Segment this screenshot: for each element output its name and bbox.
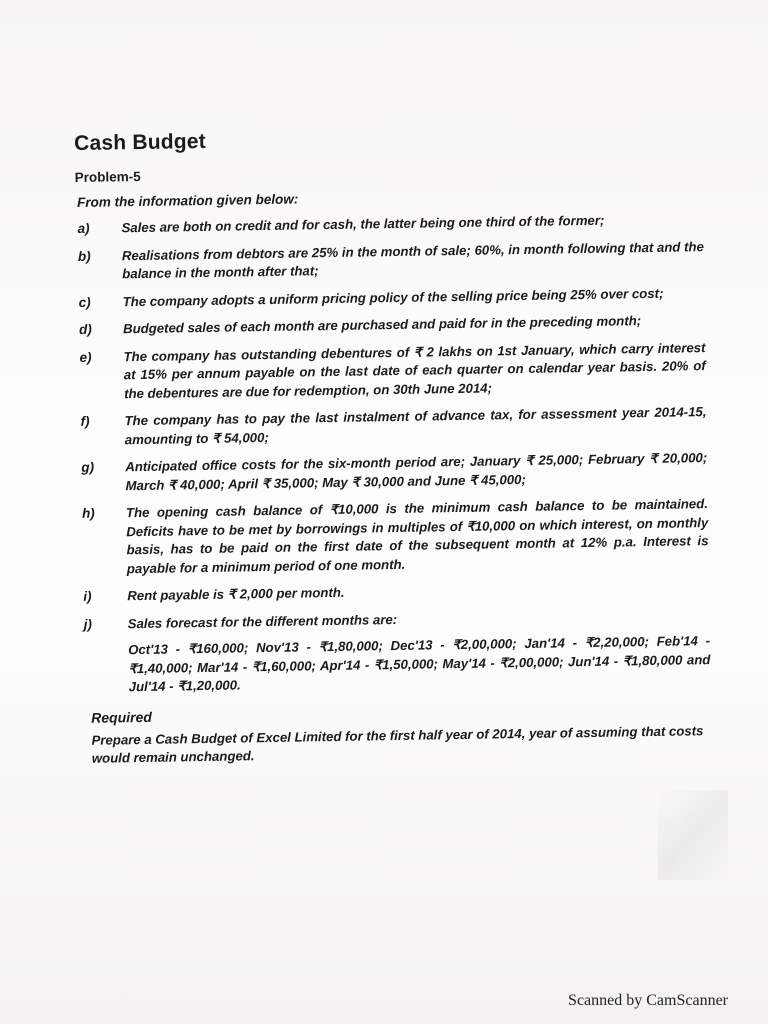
list-marker: j)	[83, 616, 93, 632]
list-marker: g)	[81, 459, 95, 475]
list-item-text: The company has outstanding debentures of ₹ 2 lakhs on 1st January, which carry interest at 15% per annum payable on the last date of each quarter on calendar year basis. 20% of the debentures are due for redemption, on 30th June 2014;	[123, 339, 706, 401]
list-marker: i)	[83, 588, 92, 604]
list-marker: d)	[78, 321, 92, 337]
sales-forecast: Oct'13 - ₹160,000; Nov'13 - ₹1,80,000; Dec'13 - ₹2,00,000; Jan'14 - ₹2,20,000; Feb'14 - ₹1,40,000; Mar'14 - ₹1,60,000; Apr'14 - ₹1,50,000; May'14 - ₹2,00,000; Jun'14 - ₹1,80,000 and Jul'14 - ₹1,20,000.	[128, 633, 711, 695]
list-item	[77, 284, 705, 312]
list-marker: e)	[79, 349, 92, 365]
list-marker: a)	[77, 220, 90, 236]
forecast-intro: Sales forecast for the different months are:	[127, 611, 398, 631]
required-heading: Required	[91, 708, 153, 726]
list-item	[82, 606, 711, 698]
scanner-watermark: Scanned by CamScanner	[568, 992, 728, 1009]
list-item-text: Anticipated office costs for the six-month period are; January ₹ 25,000; February ₹ 20,000; March ₹ 40,000; April ₹ 35,000; May ₹ 30,000 and June ₹ 45,000;	[125, 450, 708, 493]
list-item	[76, 238, 705, 285]
list-item	[81, 578, 709, 606]
problem-number: Problem-5	[74, 168, 141, 185]
list-item-text	[128, 606, 711, 697]
list-item	[78, 403, 707, 450]
list-marker: f)	[80, 413, 90, 429]
list-item-text: Realisations from debtors are 25% in the month of sale; 60%, in month following that and the balance in the month after that;	[121, 238, 704, 282]
list-marker: c)	[78, 294, 91, 310]
list-marker: h)	[81, 505, 95, 521]
list-item-text: The company adopts a uniform pricing policy of the selling price being 25% over cost;	[122, 285, 664, 309]
document-body	[74, 122, 712, 768]
list-item-text: The company has to pay the last instalment of advance tax, for assessment year 2014-15, amounting to ₹ 54,000;	[124, 404, 707, 447]
list-item	[77, 339, 706, 404]
required-text: Prepare a Cash Budget of Excel Limited for the first half year of 2014, year of assuming that costs would remain unchanged.	[91, 722, 704, 766]
page-shadow	[658, 790, 728, 880]
condition-list	[75, 210, 710, 697]
list-marker: b)	[77, 248, 91, 264]
list-item	[80, 495, 709, 579]
list-item-text: Rent payable is ₹ 2,000 per month.	[127, 584, 345, 604]
intro-text: From the information given below:	[76, 191, 299, 210]
list-item-text: Sales are both on credit and for cash, the latter being one third of the former;	[121, 212, 605, 236]
list-item-text: Budgeted sales of each month are purchased and paid for in the preceding month;	[122, 313, 642, 337]
list-item	[79, 449, 708, 496]
list-item-text: The opening cash balance of ₹10,000 is the minimum cash balance to be maintained. Deficits have to be met by borrowings in multiples of ₹10,000 on which interest, on monthly basis, has to be paid on the first date of the subsequent month at 12% p.a. Interest is payable for a minimum period of one month.	[125, 496, 709, 576]
list-item	[77, 311, 705, 339]
page-title: Cash Budget	[74, 129, 207, 155]
list-item	[75, 210, 703, 238]
